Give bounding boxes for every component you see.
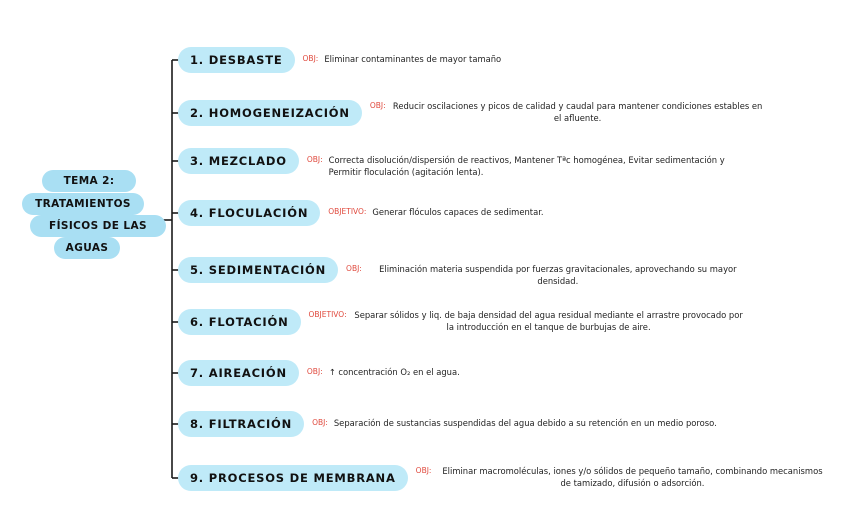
objective-text: Correcta disolución/dispersión de reactivos, Mantener Tªc homogénea, Evitar sedimentación y Permitir floculación (agitación lenta). <box>328 155 725 177</box>
central-topic-line-4: AGUAS <box>54 237 120 259</box>
objective-label: OBJ: <box>312 418 328 427</box>
objective-label: OBJETIVO: <box>328 207 367 216</box>
branch-description <box>307 360 549 378</box>
branch-homogeneizacion <box>178 100 764 126</box>
branch-desbaste <box>178 47 654 73</box>
objective-label: OBJ: <box>346 264 362 273</box>
branch-title: 9. PROCESOS DE MEMBRANA <box>178 465 408 491</box>
branch-description <box>307 148 729 178</box>
objective-text: Separación de sustancias suspendidas del agua debido a su retención en un medio poroso. <box>333 418 717 428</box>
objective-label: OBJ: <box>306 155 323 164</box>
objective-label: OBJETIVO: <box>308 310 347 319</box>
branch-mezclado <box>178 148 729 178</box>
branch-description <box>303 47 655 65</box>
objective-text: Eliminar contaminantes de mayor tamaño <box>324 54 502 64</box>
objective-label: OBJ: <box>415 466 432 475</box>
central-topic <box>22 170 167 270</box>
branch-title: 4. FLOCULACIÓN <box>178 200 320 226</box>
branch-title: 3. MEZCLADO <box>178 148 299 174</box>
central-topic-line-2: TRATAMIENTOS <box>22 193 144 215</box>
branch-description <box>328 200 632 218</box>
branch-description <box>370 100 764 124</box>
objective-label: OBJ: <box>302 54 319 63</box>
branch-description <box>416 465 828 489</box>
central-topic-line-3: FÍSICOS DE LAS <box>30 215 166 237</box>
central-topic-line-1: TEMA 2: <box>42 170 136 192</box>
branch-title: 2. HOMOGENEIZACIÓN <box>178 100 362 126</box>
objective-text: Reducir oscilaciones y picos de calidad y caudal para mantener condiciones estables en el afluente. <box>392 101 763 123</box>
branch-title: 6. FLOTACIÓN <box>178 309 301 335</box>
objective-text: ↑ concentración O₂ en el agua. <box>328 367 460 377</box>
objective-text: Generar flóculos capaces de sedimentar. <box>372 207 544 217</box>
objective-label: OBJ: <box>306 367 323 376</box>
branch-title: 8. FILTRACIÓN <box>178 411 304 437</box>
branch-title: 1. DESBASTE <box>178 47 295 73</box>
objective-text: Eliminar macromoléculas, iones y/o sólidos de pequeño tamaño, combinando mecanismos de tamizado, difusión o adsorción. <box>442 466 823 488</box>
branch-filtracion <box>178 411 734 437</box>
branch-flotacion <box>178 309 745 335</box>
branch-aireacion <box>178 360 549 386</box>
branch-description <box>309 309 745 333</box>
objective-text: Eliminación materia suspendida por fuerzas gravitacionales, aprovechando su mayor densidad. <box>379 264 737 286</box>
branch-sedimentacion <box>178 257 748 287</box>
objective-label: OBJ: <box>369 101 386 110</box>
branch-floculacion <box>178 200 632 226</box>
branch-title: 7. AIREACIÓN <box>178 360 299 386</box>
objective-text: Separar sólidos y liq. de baja densidad del agua residual mediante el arrastre provocado por la introducción en el tanque de burbujas de aire. <box>354 310 743 332</box>
branch-title: 5. SEDIMENTACIÓN <box>178 257 338 283</box>
branch-description <box>346 257 748 287</box>
branch-procesos-membrana <box>178 465 827 491</box>
branch-description <box>312 411 734 429</box>
